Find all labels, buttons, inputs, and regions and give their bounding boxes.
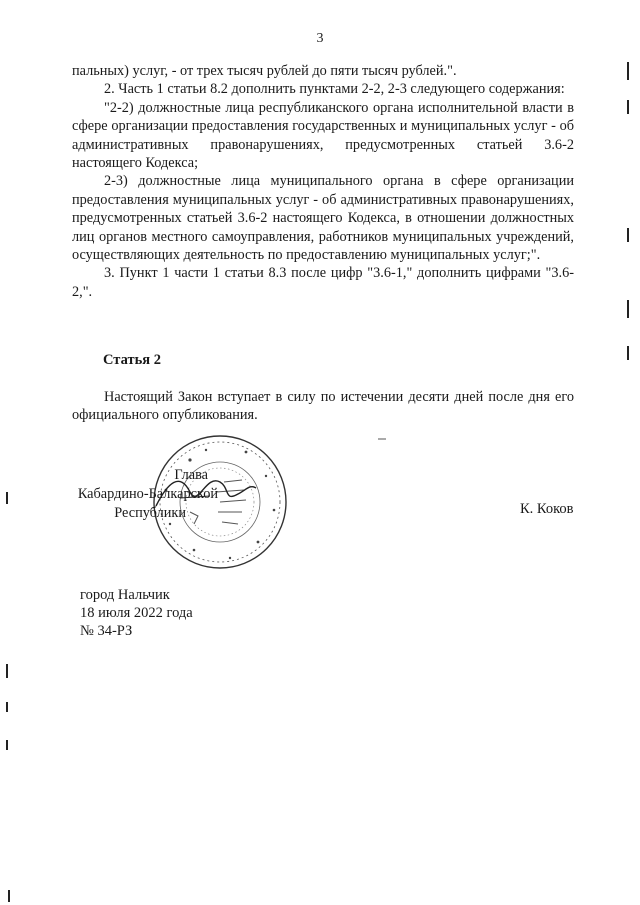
paragraph-item-2: 2. Часть 1 статьи 8.2 дополнить пунктами 2-2, 2-3 следующего содержания:	[104, 81, 565, 98]
scan-margin-mark	[627, 228, 629, 242]
article-body	[72, 388, 574, 425]
law-number: № 34-РЗ	[80, 623, 133, 639]
signer-name: К. Коков	[520, 501, 574, 517]
scan-margin-mark	[8, 890, 10, 902]
place-and-date	[80, 586, 193, 640]
scan-artifact	[378, 437, 388, 441]
scan-margin-mark	[6, 702, 8, 712]
paragraph-subitem-2-2: "2-2) должностные лица республиканского органа исполнительной власти в сфере организации предоставления государственных и муниципальных услуг - об административных правонарушениях, предусмотренных статьей 3.6-2 настоящего Кодекса;	[72, 99, 574, 172]
signer-title-line1: Глава	[174, 467, 208, 483]
scan-margin-mark	[6, 492, 8, 504]
scan-margin-mark	[6, 740, 8, 750]
scan-margin-mark	[627, 100, 629, 114]
article-heading: Статья 2	[103, 352, 161, 368]
signer-title-line3: Республики	[114, 505, 186, 521]
city: город Нальчик	[80, 587, 170, 603]
paragraph-item-3: 3. Пункт 1 части 1 статьи 8.3 после цифр "3.6-1," дополнить цифрами "3.6-2,".	[72, 265, 574, 300]
date: 18 июля 2022 года	[80, 605, 193, 621]
handwritten-signature	[150, 462, 260, 522]
scan-margin-mark	[627, 300, 629, 318]
amendment-text	[72, 62, 574, 301]
signer-title-line2: Кабардино-Балкарской	[77, 486, 218, 502]
page-number: 3	[316, 31, 324, 46]
scan-margin-mark	[627, 346, 629, 360]
paragraph-continuation: пальных) услуг, - от трех тысяч рублей до пяти тысяч рублей.".	[72, 63, 457, 79]
scan-margin-mark	[627, 62, 629, 80]
scan-margin-mark	[6, 664, 8, 678]
article-paragraph: Настоящий Закон вступает в силу по истечении десяти дней после дня его официального опубликования.	[72, 389, 574, 424]
paragraph-subitem-2-3: 2-3) должностные лица муниципального органа в сфере организации предоставления муниципальных услуг - об административных правонарушениях, предусмотренных статьей 3.6-2 настоящего Кодекса, в отношении должностных лиц органов местного самоуправления, работников муниципальных учреждений, осуществляющих деятельность по предоставлению муниципальных услуг;".	[72, 173, 574, 264]
